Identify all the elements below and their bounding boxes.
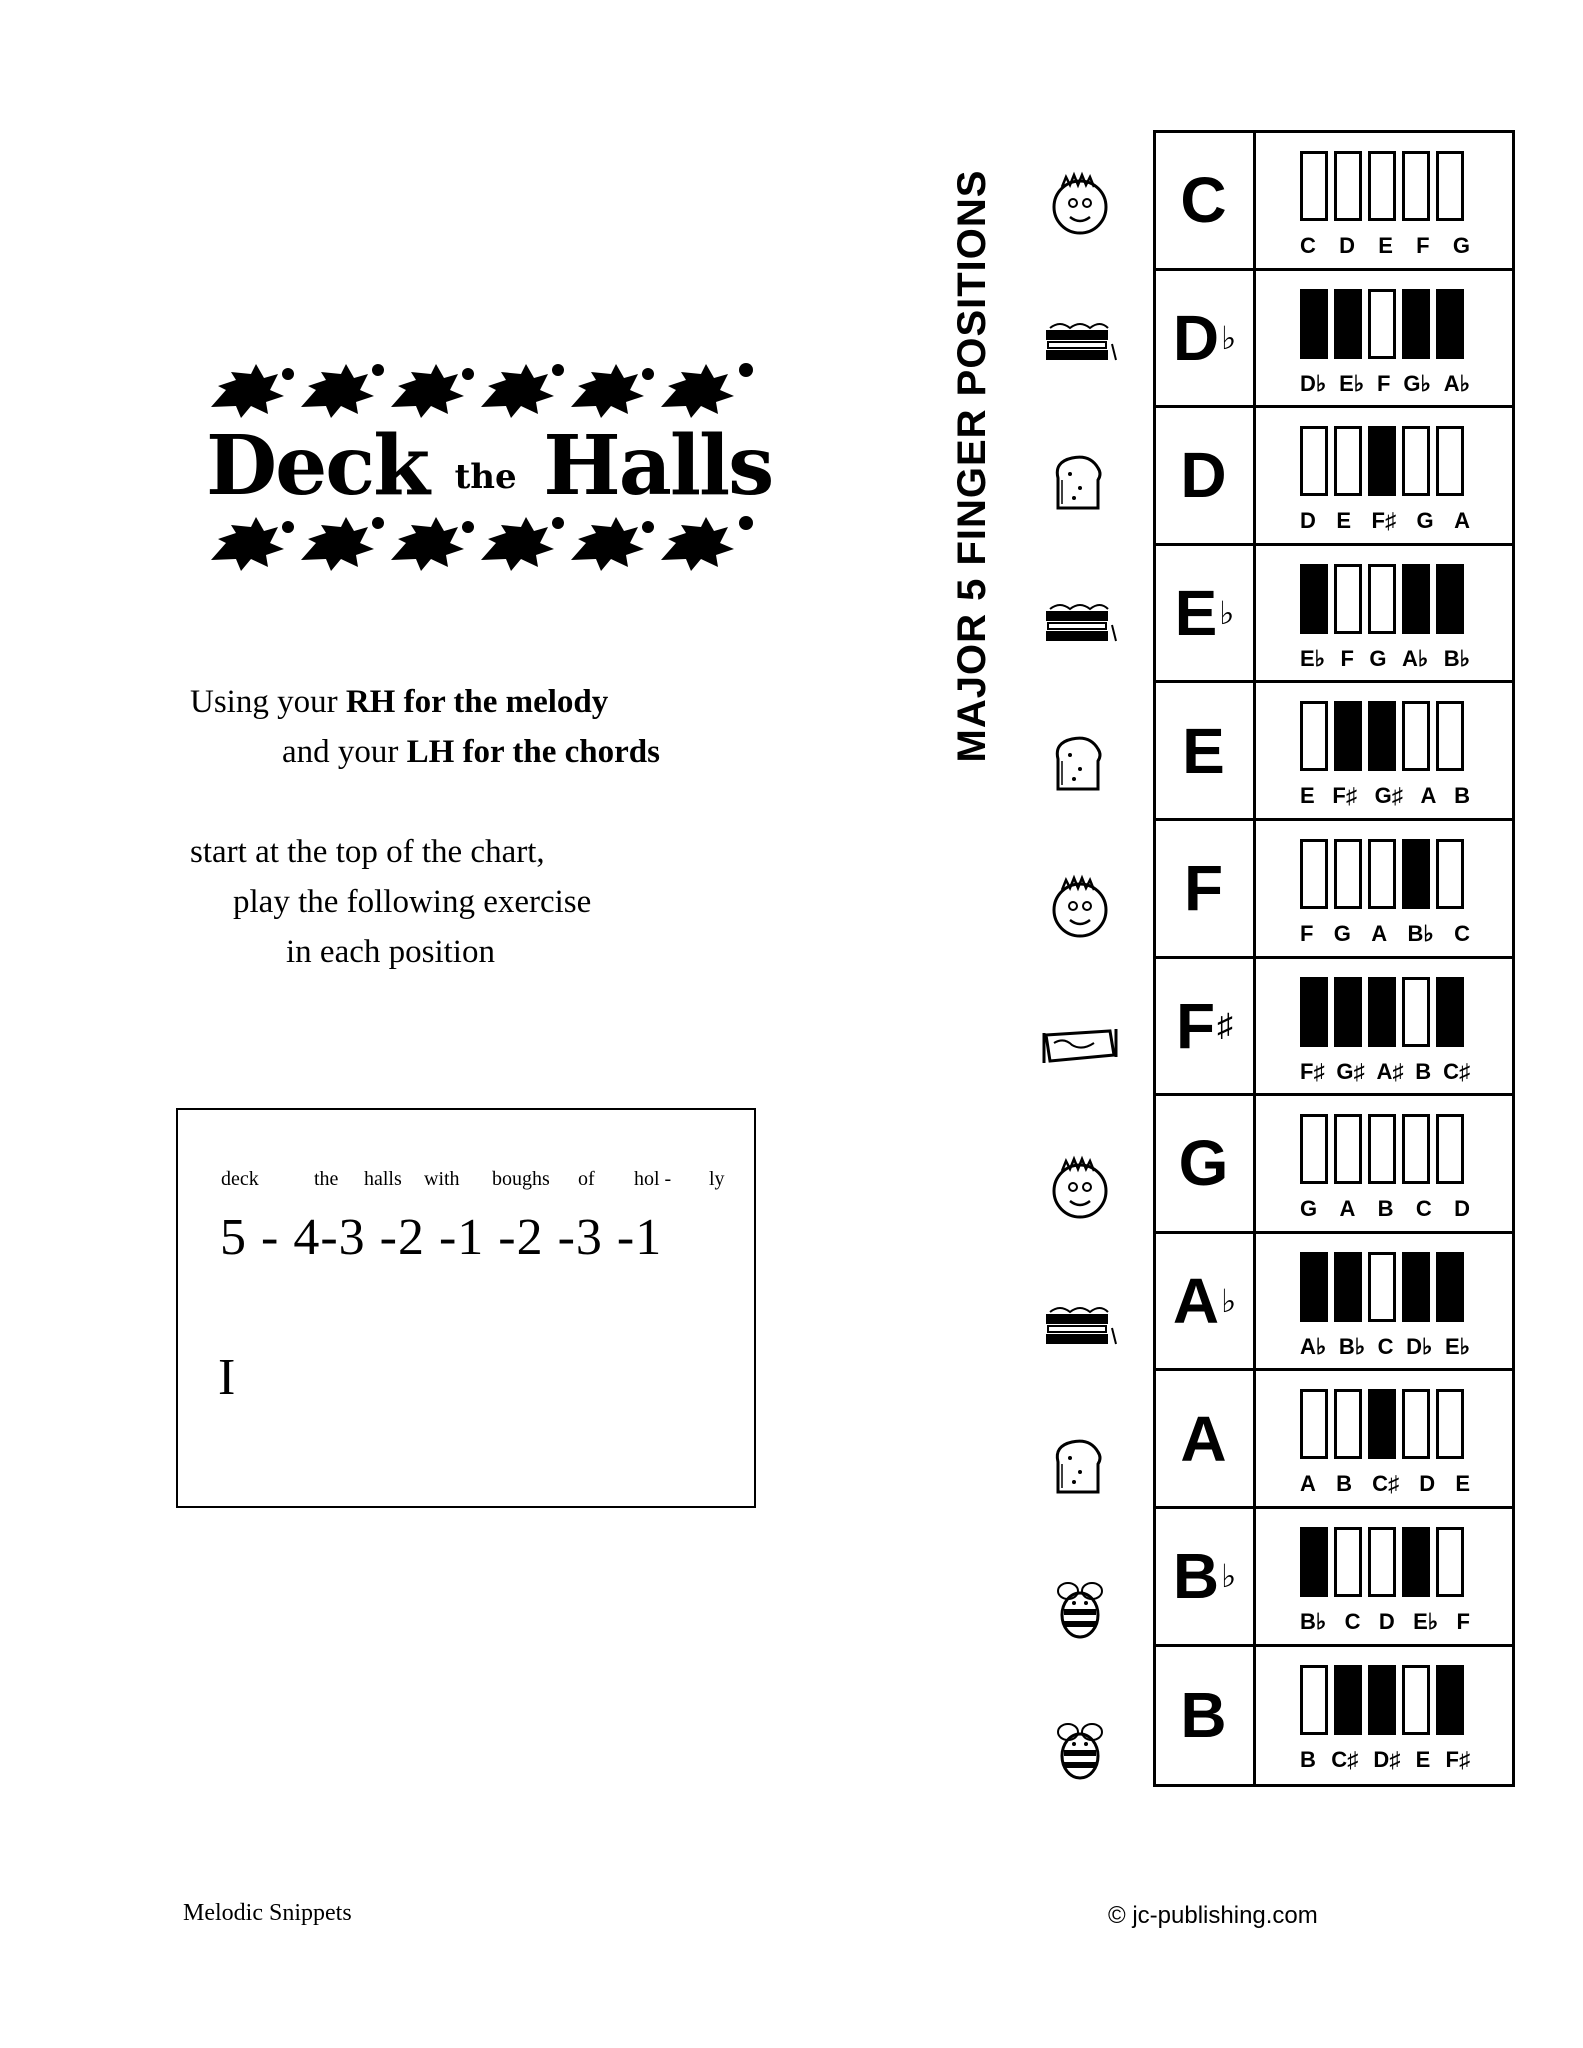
key-name: B [1156,1647,1256,1785]
note-label: G [1300,1196,1318,1222]
note-label: G [1416,508,1434,534]
note-label: A [1300,1471,1316,1497]
note-label: E [1336,508,1352,534]
instruction-line-4: play the following exercise [233,884,592,920]
lyric-syllable: deck [221,1168,259,1190]
position-row [1156,683,1512,821]
key-accidental: ♭ [1221,319,1237,356]
black-key [1368,977,1396,1047]
sandwich-icon [1040,304,1120,384]
white-key [1334,151,1362,221]
note-label: C♯ [1443,1058,1470,1084]
note-label: E♭ [1444,1333,1470,1359]
position-row [1156,133,1512,271]
white-key [1436,701,1464,771]
note-label: B [1336,1471,1352,1497]
key-name: A [1156,1371,1256,1506]
lyric-syllable: the [314,1168,339,1190]
position-row [1156,408,1512,546]
sandwich-icon [1040,585,1120,665]
white-key [1334,1114,1362,1184]
bread-icon [1040,444,1120,524]
white-key [1368,1114,1396,1184]
white-key [1368,1527,1396,1597]
lyric-syllable: boughs [492,1168,550,1190]
position-row [1156,1647,1512,1785]
black-key [1300,1527,1328,1597]
white-key [1402,151,1430,221]
bread-icon [1040,1428,1120,1508]
footer-series-title: Melodic Snippets [183,1900,352,1926]
white-key [1368,839,1396,909]
bread-icon [1040,725,1120,805]
note-label: A [1339,1196,1356,1222]
note-label: G [1333,920,1351,946]
black-key [1334,977,1362,1047]
note-label: C [1300,233,1316,258]
instruction-line-2: and your LH for the chords [282,734,660,770]
lyric-syllable: halls [364,1168,402,1190]
note-label: G♯ [1336,1058,1365,1084]
key-name: F [1156,821,1256,956]
keyboard-diagram [1256,1234,1512,1369]
black-key [1368,1665,1396,1735]
lyric-syllable: of [578,1168,595,1190]
white-key [1368,289,1396,359]
key-name: B ♭ [1156,1509,1256,1644]
white-key [1334,839,1362,909]
candy-bar-icon [1040,1007,1120,1087]
note-label: C [1377,1333,1394,1359]
note-label: B [1300,1746,1316,1772]
black-key [1368,701,1396,771]
white-key [1300,1665,1328,1735]
black-key [1368,426,1396,496]
lyric-syllable: ly [709,1168,725,1190]
note-label: G [1452,233,1470,258]
lyric-syllable: with [424,1168,460,1190]
note-label: D [1378,1608,1395,1634]
note-label: F [1300,920,1314,946]
note-label: F [1456,1608,1470,1634]
note-label: D [1419,1471,1436,1497]
finger-position-chart [1153,130,1515,1787]
black-key [1402,1252,1430,1322]
key-accidental: ♯ [1217,1007,1234,1044]
key-name: G [1156,1096,1256,1231]
instruction-line-1: Using your RH for the melody [190,684,609,720]
note-label: C♯ [1372,1471,1400,1497]
key-name: D ♭ [1156,271,1256,406]
note-label: C♯ [1331,1746,1359,1772]
keyboard-diagram [1256,133,1512,268]
exercise-box [176,1108,756,1508]
note-label: E♭ [1300,645,1326,671]
white-key [1436,151,1464,221]
key-accidental: ♭ [1221,1558,1237,1595]
black-key [1436,977,1464,1047]
black-key [1436,1665,1464,1735]
black-key [1402,1527,1430,1597]
position-row [1156,1096,1512,1234]
note-label: F [1377,370,1391,396]
note-label: C [1415,1196,1432,1222]
holly-border-top [206,352,761,422]
white-key [1300,839,1328,909]
white-key [1436,426,1464,496]
note-label: F♯ [1371,508,1396,534]
black-key [1334,1252,1362,1322]
chord-numeral: I [218,1349,236,1406]
black-key [1300,977,1328,1047]
position-row [1156,1234,1512,1372]
note-label: D [1454,1196,1470,1222]
white-key [1300,426,1328,496]
black-key [1334,289,1362,359]
white-key [1436,1389,1464,1459]
white-key [1300,1389,1328,1459]
bee-icon [1040,1569,1120,1649]
white-key [1334,1389,1362,1459]
white-key [1368,564,1396,634]
black-key [1300,564,1328,634]
white-key [1368,151,1396,221]
note-label: E [1415,1746,1431,1772]
black-key [1402,564,1430,634]
note-label: A [1420,783,1437,809]
key-accidental: ♭ [1221,1283,1237,1320]
key-name: D [1156,408,1256,543]
note-label: D [1339,233,1356,258]
footer-copyright: © jc-publishing.com [1108,1902,1318,1929]
white-key [1300,1114,1328,1184]
note-label: C [1344,1608,1361,1634]
sandwich-icon [1040,1288,1120,1368]
note-label: E [1455,1471,1470,1497]
note-label: G♭ [1403,370,1431,396]
note-label: E [1378,233,1393,258]
note-label: F♯ [1300,1058,1325,1084]
black-key [1436,289,1464,359]
finger-numbers: 5 - 4-3 -2 -1 -2 -3 -1 [220,1209,663,1266]
note-label: D♯ [1373,1746,1401,1772]
key-name: C [1156,133,1256,268]
keyboard-diagram [1256,959,1512,1094]
chart-heading: MAJOR 5 FINGER POSITIONS [950,169,994,763]
black-key [1300,1252,1328,1322]
key-name: F ♯ [1156,959,1256,1094]
black-key [1402,289,1430,359]
white-key [1334,426,1362,496]
note-label: B [1377,1196,1394,1222]
key-accidental: ♭ [1219,595,1235,632]
white-key [1300,701,1328,771]
black-key [1402,839,1430,909]
note-label: D♭ [1406,1333,1433,1359]
note-label: A♭ [1300,1333,1327,1359]
white-key [1334,564,1362,634]
holly-border-bottom [206,505,761,575]
key-name: E [1156,683,1256,818]
boy-face-icon [1040,866,1120,946]
note-label: G♯ [1374,783,1403,809]
keyboard-diagram [1256,271,1512,406]
boy-face-icon [1040,1147,1120,1227]
note-label: B♭ [1443,645,1470,671]
black-key [1436,564,1464,634]
note-label: E [1300,783,1315,809]
note-label: B♭ [1338,1333,1366,1359]
note-label: E♭ [1339,370,1365,396]
position-row [1156,1509,1512,1647]
note-label: F [1340,645,1354,671]
black-key [1368,1389,1396,1459]
keyboard-diagram [1256,1096,1512,1231]
white-key [1402,701,1430,771]
keyboard-diagram [1256,546,1512,681]
white-key [1402,1389,1430,1459]
note-label: A [1454,508,1470,534]
note-label: B [1454,783,1470,809]
key-name: E ♭ [1156,546,1256,681]
note-label: F♯ [1332,783,1357,809]
note-label: A♯ [1376,1058,1404,1084]
black-key [1300,289,1328,359]
note-label: G [1369,645,1387,671]
white-key [1436,1114,1464,1184]
white-key [1436,1527,1464,1597]
black-key [1334,1665,1362,1735]
keyboard-diagram [1256,1509,1512,1644]
white-key [1368,1252,1396,1322]
white-key [1334,1527,1362,1597]
white-key [1402,977,1430,1047]
white-key [1402,426,1430,496]
instruction-line-5: in each position [286,934,495,970]
note-label: F [1416,233,1430,258]
note-label: B♭ [1300,1608,1327,1634]
keyboard-diagram [1256,821,1512,956]
position-row [1156,271,1512,409]
note-label: A [1371,920,1388,946]
key-name: A ♭ [1156,1234,1256,1369]
white-key [1402,1665,1430,1735]
note-label: B [1415,1058,1432,1084]
keyboard-diagram [1256,1371,1512,1506]
black-key [1334,701,1362,771]
keyboard-diagram [1256,683,1512,818]
note-label: D♭ [1300,370,1327,396]
note-label: A♭ [1443,370,1470,396]
lyric-syllable: hol - [634,1168,672,1190]
note-label: C [1454,920,1470,946]
position-row [1156,546,1512,684]
white-key [1402,1114,1430,1184]
position-row [1156,821,1512,959]
white-key [1300,151,1328,221]
position-row [1156,959,1512,1097]
note-label: B♭ [1407,920,1434,946]
black-key [1436,1252,1464,1322]
page-title: Deck the Halls [206,418,773,514]
position-row [1156,1371,1512,1509]
keyboard-diagram [1256,408,1512,543]
note-label: D [1300,508,1316,534]
instruction-line-3: start at the top of the chart, [190,834,545,870]
note-label: F♯ [1445,1746,1470,1772]
keyboard-diagram [1256,1647,1512,1785]
note-label: E♭ [1413,1608,1439,1634]
white-key [1436,839,1464,909]
bee-icon [1040,1710,1120,1790]
note-label: A♭ [1402,645,1429,671]
boy-face-icon [1040,163,1120,243]
